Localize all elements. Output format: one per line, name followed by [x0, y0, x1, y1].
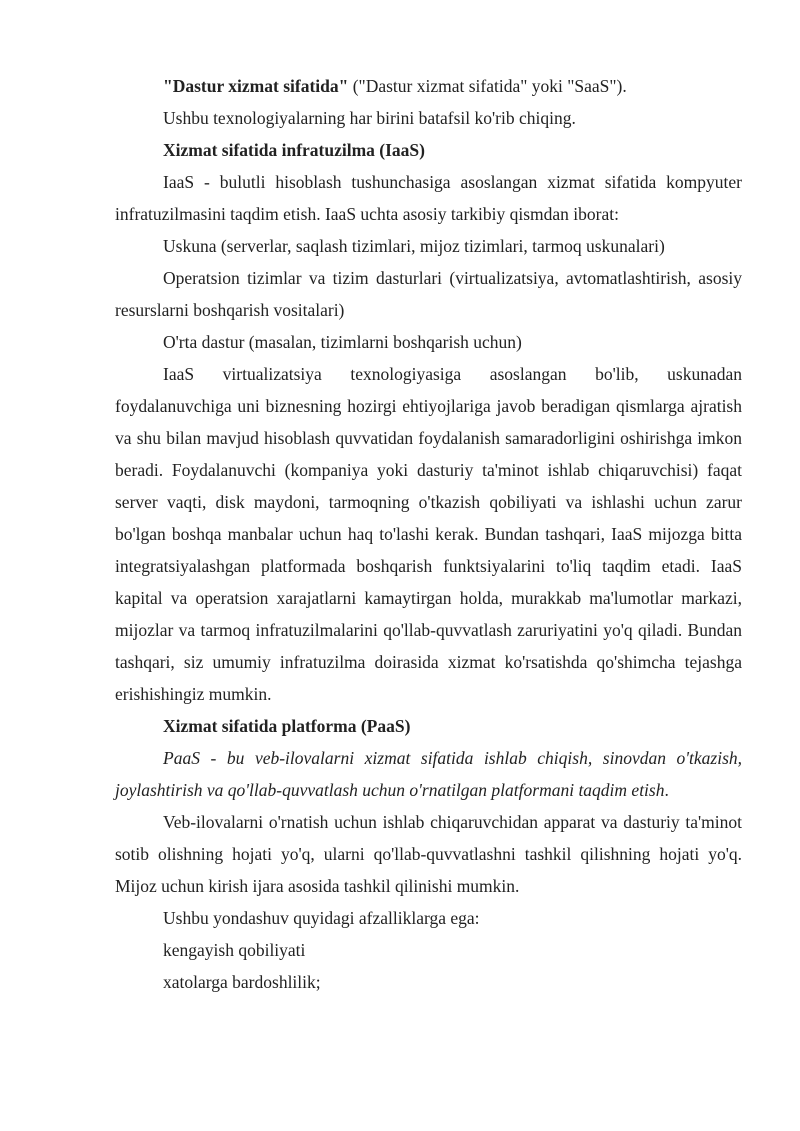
paas-heading: Xizmat sifatida platforma (PaaS) [163, 716, 411, 736]
iaas-intro-paragraph: IaaS - bulutli hisoblash tushunchasiga asoslangan xizmat sifatida kompyuter infratuzilmasini taqdim etish. IaaS uchta asosiy tarkibiy qismdan iborat: [115, 172, 742, 224]
middleware-item: O'rta dastur (masalan, tizimlarni boshqarish uchun) [163, 332, 522, 352]
paas-definition-period: . [664, 780, 669, 800]
document-page [115, 70, 742, 998]
paas-definition-text: PaaS - bu veb-ilovalarni xizmat sifatida ishlab chiqish, sinovdan o'tkazish, joylashtirish va qo'llab-quvvatlash uchun o'rnatilgan platformani taqdim etish [115, 748, 742, 800]
iaas-body-paragraph: IaaS virtualizatsiya texnologiyasiga asoslangan bo'lib, uskunadan foydalanuvchiga uni biznesning hozirgi ehtiyojlariga javob beradigan qismlarga ajratish va shu bilan mavjud hisoblash quvvatidan foydalanish samaradorligini oshirishga imkon beradi. Foydalanuvchi (kompaniya yoki dasturiy ta'minot ishlab chiqaruvchisi) faqat server vaqti, disk maydoni, tarmoqning o'tkazish qobiliyati va ishlashi uchun zarur bo'lgan boshqa manbalar uchun haq to'lashi kerak. Bundan tashqari, IaaS mijozga bitta integratsiyalashgan platformada boshqarish funktsiyalarini to'liq taqdim etadi. IaaS kapital va operatsion xarajatlarni kamaytirgan holda, murakkab ma'lumotlar markazi, mijozlar va tarmoq infratuzilmalarini qo'llab-quvvatlash zaruriyatini yo'q qiladi. Bundan tashqari, siz umumiy infratuzilma doirasida xizmat ko'rsatishda qo'shimcha tejashga erishishingiz mumkin. [115, 364, 742, 704]
scalability-item: kengayish qobiliyati [163, 940, 306, 960]
hardware-item: Uskuna (serverlar, saqlash tizimlari, mijoz tizimlari, tarmoq uskunalari) [163, 236, 665, 256]
iaas-heading: Xizmat sifatida infratuzilma (IaaS) [163, 140, 425, 160]
paas-body-paragraph: Veb-ilovalarni o'rnatish uchun ishlab chiqaruvchidan apparat va dasturiy ta'minot sotib olishning hojati yo'q, ularni qo'llab-quvvatlashni tashkil qilishning hojati yo'q. Mijoz uchun kirish ijara asosida tashkil qilinishi mumkin. [115, 812, 742, 896]
review-paragraph: Ushbu texnologiyalarning har birini batafsil ko'rib chiqing. [163, 108, 576, 128]
advantages-intro: Ushbu yondashuv quyidagi afzalliklarga ega: [163, 908, 480, 928]
saas-title-bold: "Dastur xizmat sifatida" [163, 76, 349, 96]
paas-definition-paragraph [115, 742, 742, 806]
os-item: Operatsion tizimlar va tizim dasturlari (virtualizatsiya, avtomatlashtirish, asosiy resurslarni boshqarish vositalari) [115, 268, 742, 320]
saas-line [115, 70, 742, 102]
saas-title-rest: ("Dastur xizmat sifatida" yoki "SaaS"). [348, 76, 627, 96]
fault-tolerance-item: xatolarga bardoshlilik; [163, 972, 321, 992]
